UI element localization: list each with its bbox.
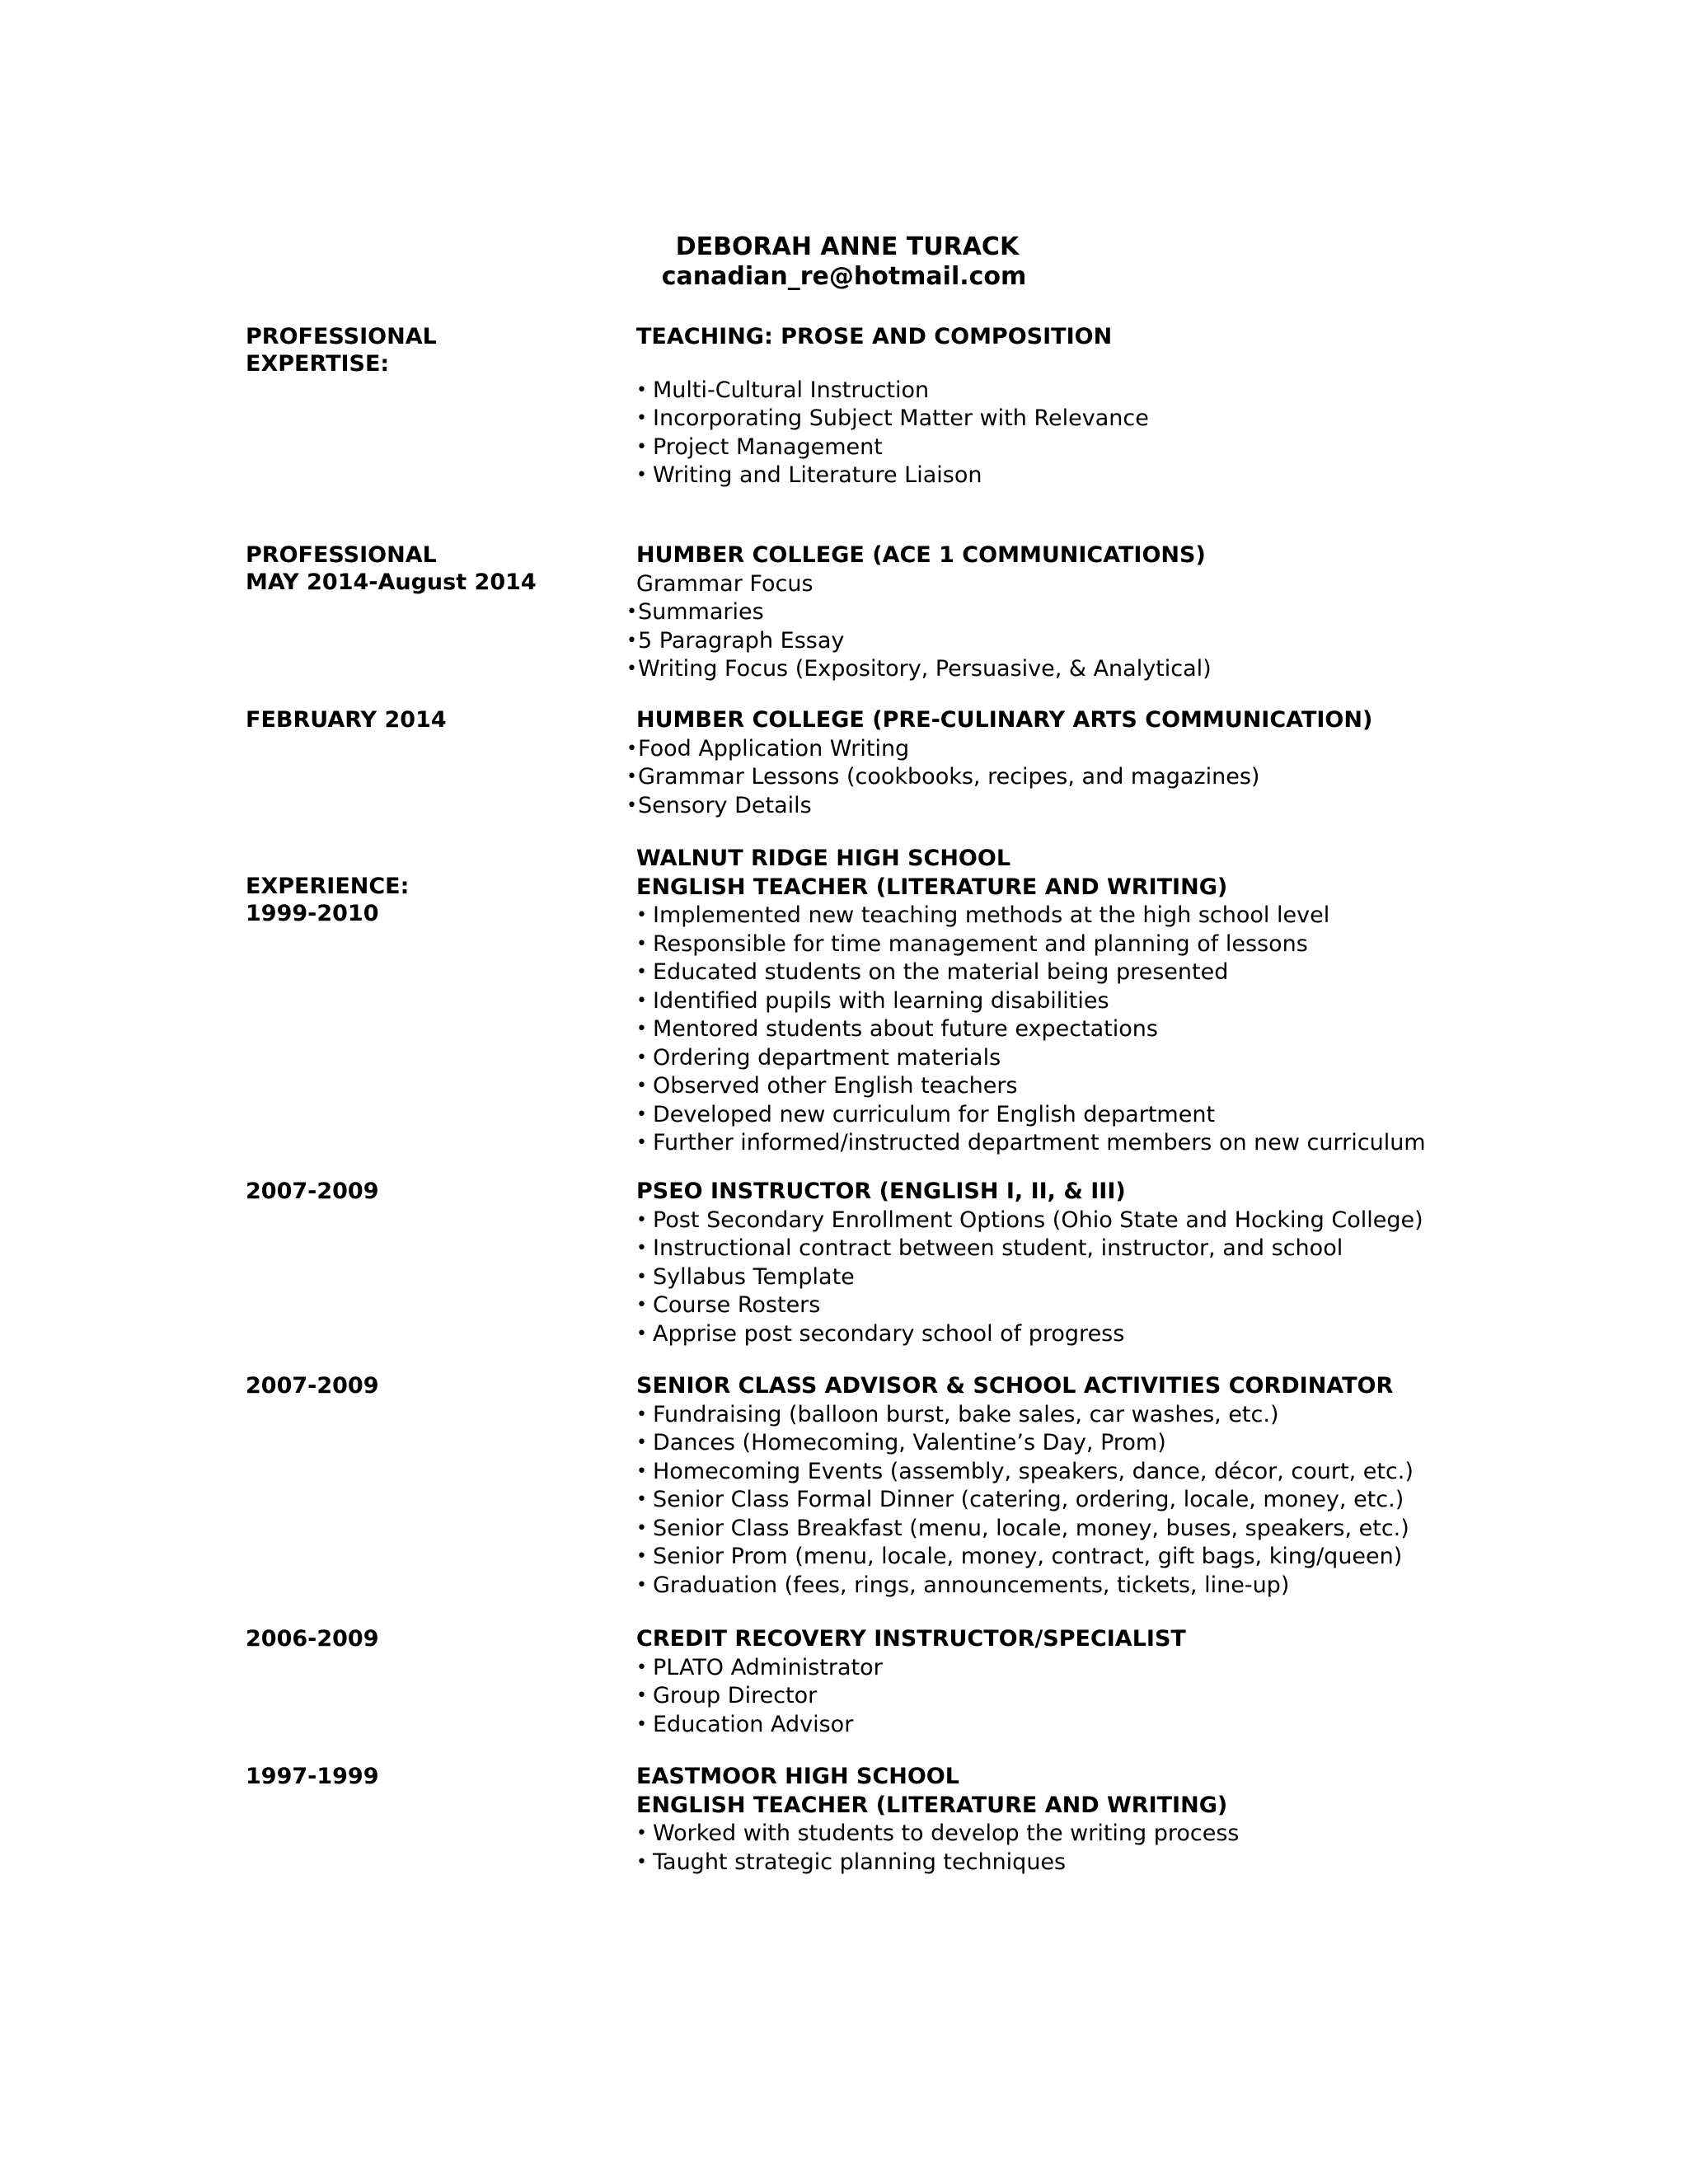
list-item: • Worked with students to develop the writing process [636, 1820, 1461, 1849]
label-line: MAY 2014-August 2014 [246, 569, 537, 595]
list-item: • Mentored students about future expectations [636, 1015, 1461, 1044]
section-label [246, 541, 608, 596]
label-line: EXPERIENCE: [246, 874, 410, 899]
bullet-list [636, 1654, 1461, 1740]
label-line: PROFESSIONAL [246, 542, 437, 568]
list-item: • Incorporating Subject Matter with Relevance [636, 405, 1461, 434]
list-item: • Homecoming Events (assembly, speakers, dance, décor, court, etc.) [636, 1458, 1461, 1487]
list-item: • Responsible for time management and planning of lessons [636, 930, 1461, 959]
list-item: • Syllabus Template [636, 1263, 1461, 1292]
section-label: 1997-1999 [246, 1764, 379, 1789]
section-title: SENIOR CLASS ADVISOR & SCHOOL ACTIVITIES CORDINATOR [636, 1373, 1394, 1399]
section-label: 2007-2009 [246, 1179, 379, 1204]
applicant-email: canadian_re@hotmail.com [661, 262, 1027, 291]
section-content [636, 541, 1461, 684]
list-item: • 5 Paragraph Essay [626, 627, 1461, 656]
bullet-list [636, 1820, 1461, 1877]
section-title: HUMBER COLLEGE (PRE-CULINARY ARTS COMMUNICATION) [636, 707, 1373, 733]
section-label: 2007-2009 [246, 1373, 379, 1399]
section-title: PSEO INSTRUCTOR (ENGLISH I, II, & III) [636, 1179, 1126, 1204]
list-item: • Graduation (fees, rings, announcements, tickets, line-up) [636, 1572, 1461, 1601]
list-item: • Sensory Details [626, 792, 1461, 821]
list-item: • Educated students on the material being presented [636, 958, 1461, 987]
school-name: WALNUT RIDGE HIGH SCHOOL [636, 846, 1011, 871]
list-item: • PLATO Administrator [636, 1654, 1461, 1683]
section-content [636, 323, 1461, 490]
list-item: • Further informed/instructed department members on new curriculum [636, 1129, 1461, 1158]
list-item: • Fundraising (balloon burst, bake sales, car washes, etc.) [636, 1401, 1461, 1430]
school-name: EASTMOOR HIGH SCHOOL [636, 1764, 959, 1789]
label-line: 1999-2010 [246, 901, 379, 926]
list-item: • Observed other English teachers [636, 1072, 1461, 1101]
section-title: ENGLISH TEACHER (LITERATURE AND WRITING) [636, 1792, 1228, 1818]
list-item: • Instructional contract between student, instructor, and school [636, 1235, 1461, 1263]
list-item: • Grammar Lessons (cookbooks, recipes, and magazines) [626, 763, 1461, 792]
section-title: ENGLISH TEACHER (LITERATURE AND WRITING) [636, 874, 1228, 900]
list-item: • Post Secondary Enrollment Options (Ohio State and Hocking College) [636, 1207, 1461, 1235]
list-item: • Senior Prom (menu, locale, money, contract, gift bags, king/queen) [636, 1543, 1461, 1572]
section-title: HUMBER COLLEGE (ACE 1 COMMUNICATIONS) [636, 542, 1206, 568]
section-title: TEACHING: PROSE AND COMPOSITION [636, 324, 1113, 349]
section-label [246, 323, 608, 377]
list-item: • Course Rosters [636, 1291, 1461, 1320]
list-item: • Multi-Cultural Instruction [636, 377, 1461, 405]
section-title: CREDIT RECOVERY INSTRUCTOR/SPECIALIST [636, 1626, 1186, 1652]
list-item: • Identified pupils with learning disabilities [636, 987, 1461, 1016]
section-content [636, 706, 1461, 820]
section-label: FEBRUARY 2014 [246, 707, 447, 733]
resume-header [0, 232, 1688, 292]
applicant-name: DEBORAH ANNE TURACK [675, 232, 1020, 261]
bullet-list [626, 735, 1461, 821]
list-item: • Group Director [636, 1682, 1461, 1711]
list-item: • Senior Class Breakfast (menu, locale, money, buses, speakers, etc.) [636, 1515, 1461, 1544]
list-item: • Summaries [626, 598, 1461, 627]
bullet-list [636, 1401, 1461, 1601]
list-item: • Senior Class Formal Dinner (catering, ordering, locale, money, etc.) [636, 1486, 1461, 1515]
section-subtitle: Grammar Focus [636, 570, 814, 597]
section-content [636, 1625, 1461, 1739]
list-item: • Project Management [636, 434, 1461, 462]
list-item: • Writing Focus (Expository, Persuasive, & Analytical) [626, 655, 1461, 684]
list-item: • Taught strategic planning techniques [636, 1849, 1461, 1877]
section-content [636, 1372, 1461, 1600]
list-item: • Developed new curriculum for English department [636, 1101, 1461, 1130]
section-content [636, 1178, 1461, 1348]
list-item: • Food Application Writing [626, 735, 1461, 764]
bullet-list [636, 1207, 1461, 1349]
list-item: • Ordering department materials [636, 1044, 1461, 1073]
list-item: • Education Advisor [636, 1711, 1461, 1740]
bullet-list [626, 598, 1461, 684]
list-item: • Implemented new teaching methods at the high school level [636, 902, 1461, 930]
list-item: • Writing and Literature Liaison [636, 462, 1461, 490]
label-line: EXPERTISE: [246, 351, 390, 377]
label-line: PROFESSIONAL [246, 324, 437, 349]
bullet-list [636, 902, 1461, 1158]
bullet-list [636, 377, 1461, 490]
section-content [636, 1763, 1461, 1877]
section-label [246, 873, 608, 927]
section-label: 2006-2009 [246, 1626, 379, 1652]
list-item: • Dances (Homecoming, Valentine’s Day, Prom) [636, 1429, 1461, 1458]
section-content [636, 845, 1461, 1158]
list-item: • Apprise post secondary school of progress [636, 1320, 1461, 1349]
